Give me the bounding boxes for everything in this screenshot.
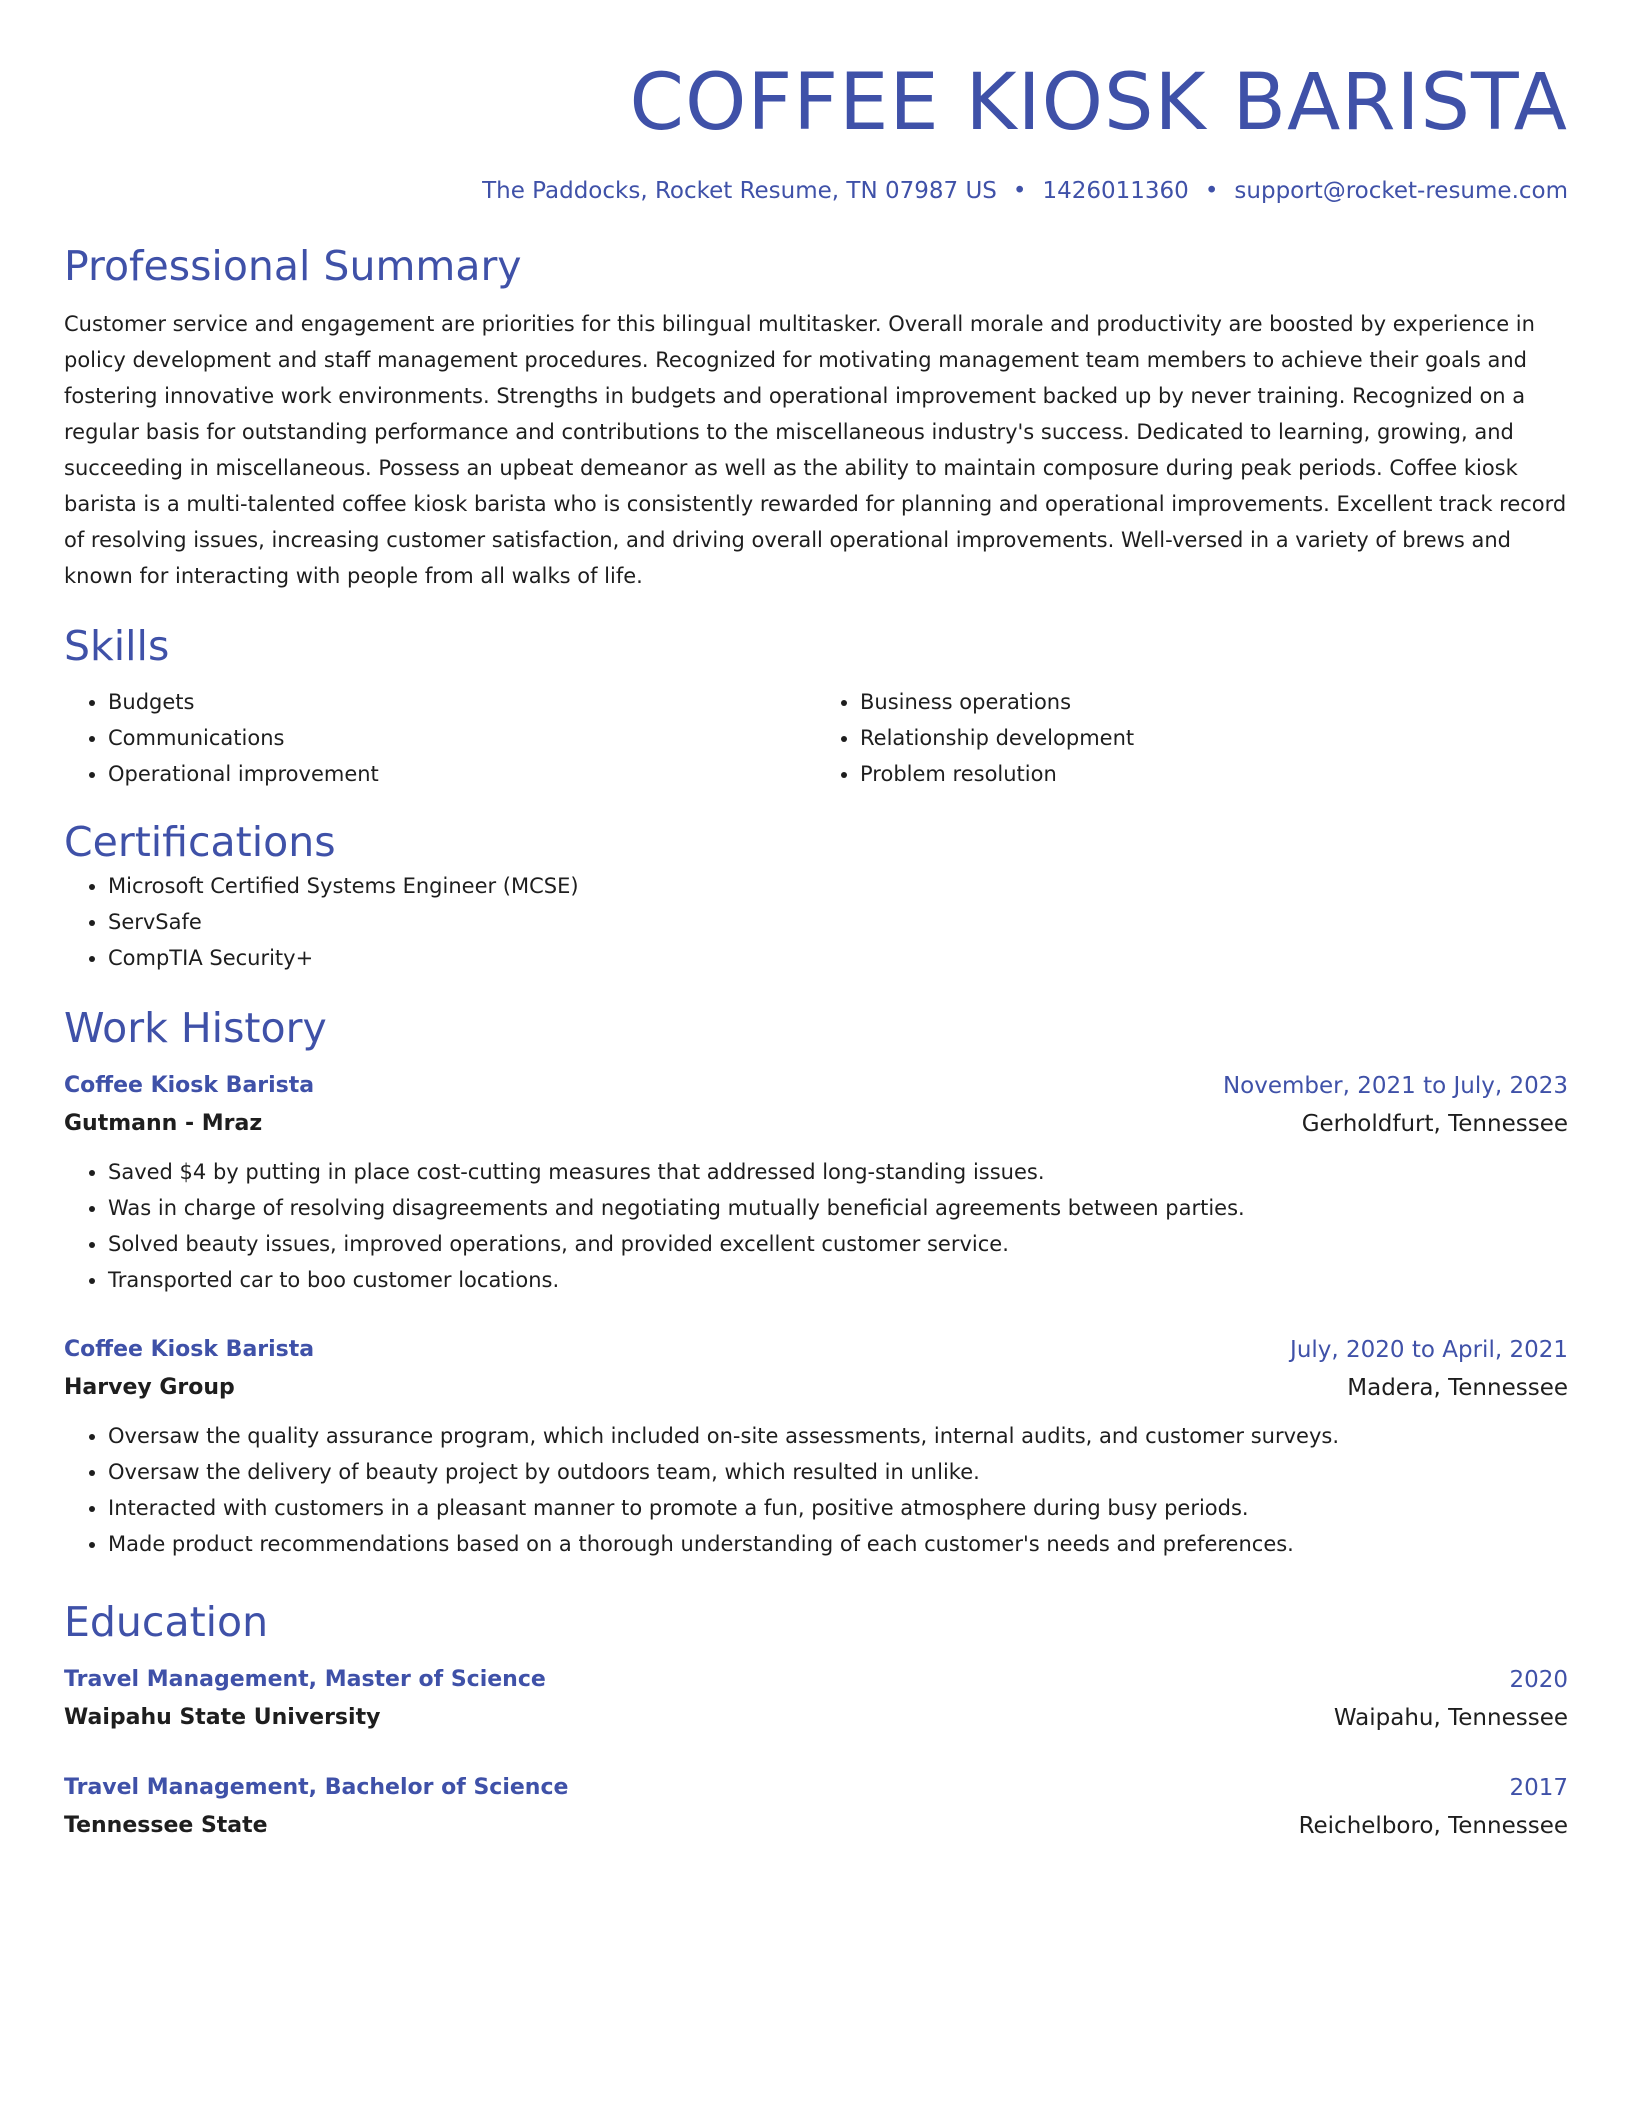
summary-text: Customer service and engagement are priorities for this bilingual multitasker. Overall morale and productivity are boosted by experience in policy development and staff management procedures. Recognized for motivating management team members to achieve their goals and fostering innovative work environments. Strengths in budgets and operational improvement backed up by never training. Recognized on a regular basis for outstanding performance and contributions to the miscellaneous industry's success. Dedicated to learning, growing, and succeeding in miscellaneous. Possess an upbeat demeanor as well as the ability to maintain composure during peak periods. Coffee kiosk barista is a multi-talented coffee kiosk barista who is consistently rewarded for planning and operational improvements. Excellent track record of resolving issues, increasing customer satisfaction, and driving overall operational improvements. Well-versed in a variety of brews and known for interacting with people from all walks of life. [64, 312, 1567, 588]
education-heading: Education [64, 1598, 269, 1646]
contact-phone: 1426011360 [1042, 178, 1189, 204]
education-school-row [64, 1698, 1568, 1738]
job-dates: July, 2020 to April, 2021 [1290, 1337, 1568, 1363]
job-entry [64, 1068, 1568, 1298]
job-duty-item: • Transported car to boo customer locations. [108, 1262, 1568, 1298]
contact-email: support@rocket-resume.com [1234, 178, 1568, 204]
skill-item: • Problem resolution [860, 756, 1568, 792]
certifications-heading: Certifications [64, 818, 336, 866]
job-title: Coffee Kiosk Barista [64, 1073, 315, 1098]
certification-item: • CompTIA Security+ [108, 940, 1568, 976]
job-duty-item: • Oversaw the delivery of beauty project by outdoors team, which resulted in unlike. [108, 1454, 1568, 1490]
job-location: Gerholdfurt, Tennessee [1301, 1111, 1568, 1137]
education-entry [64, 1770, 1568, 1846]
job-location: Madera, Tennessee [1347, 1375, 1568, 1401]
skill-item: • Business operations [860, 684, 1568, 720]
education-degree-row [64, 1662, 1568, 1698]
certifications-list [64, 868, 1568, 976]
job-title: Coffee Kiosk Barista [64, 1337, 315, 1362]
education-degree-row [64, 1770, 1568, 1806]
summary-heading: Professional Summary [64, 242, 522, 290]
job-duty-item: • Oversaw the quality assurance program, which included on-site assessments, internal audits, and customer surveys. [108, 1418, 1568, 1454]
job-duty-item: • Made product recommendations based on a thorough understanding of each customer's needs and preferences. [108, 1526, 1568, 1562]
education-degree: Travel Management, Bachelor of Science [64, 1775, 569, 1800]
certification-item: • ServSafe [108, 904, 1568, 940]
skill-item: • Budgets [108, 684, 816, 720]
job-company-row [64, 1104, 1568, 1144]
job-duty-item: • Was in charge of resolving disagreements and negotiating mutually beneficial agreements between parties. [108, 1190, 1568, 1226]
education-school: Waipahu State University [64, 1705, 381, 1730]
resume-header [64, 0, 1568, 206]
education-location: Reichelboro, Tennessee [1298, 1813, 1568, 1839]
work-history-heading: Work History [64, 1004, 327, 1052]
job-duty-item: • Solved beauty issues, improved operations, and provided excellent customer service. [108, 1226, 1568, 1262]
skill-item: • Relationship development [860, 720, 1568, 756]
skills-column-right [816, 684, 1568, 792]
contact-separator: • [1204, 178, 1219, 204]
resume-page [64, 0, 1568, 1846]
education-school-row [64, 1806, 1568, 1846]
contact-line [64, 176, 1568, 206]
education-location: Waipahu, Tennessee [1333, 1705, 1568, 1731]
certification-item: • Microsoft Certified Systems Engineer (MCSE) [108, 868, 1568, 904]
skills-list [64, 684, 1568, 792]
education-entry [64, 1662, 1568, 1738]
contact-separator: • [1012, 178, 1027, 204]
job-duty-item: • Saved $4 by putting in place cost-cutting measures that addressed long-standing issues. [108, 1154, 1568, 1190]
skills-heading: Skills [64, 622, 170, 670]
job-title-row [64, 1332, 1568, 1368]
candidate-name: COFFEE KIOSK BARISTA [629, 58, 1568, 148]
skills-column-left [64, 684, 816, 792]
education-year: 2017 [1509, 1775, 1568, 1801]
job-duty-item: • Interacted with customers in a pleasant manner to promote a fun, positive atmosphere during busy periods. [108, 1490, 1568, 1526]
education-year: 2020 [1509, 1667, 1568, 1693]
skill-item: • Operational improvement [108, 756, 816, 792]
education-school: Tennessee State [64, 1813, 268, 1838]
job-duties [64, 1154, 1568, 1298]
job-company: Harvey Group [64, 1375, 235, 1400]
job-title-row [64, 1068, 1568, 1104]
job-dates: November, 2021 to July, 2023 [1222, 1073, 1568, 1099]
job-entry [64, 1332, 1568, 1562]
education-degree: Travel Management, Master of Science [64, 1667, 546, 1692]
job-duties [64, 1418, 1568, 1562]
job-company: Gutmann - Mraz [64, 1111, 263, 1136]
skill-item: • Communications [108, 720, 816, 756]
job-company-row [64, 1368, 1568, 1408]
contact-address: The Paddocks, Rocket Resume, TN 07987 US [482, 178, 997, 204]
